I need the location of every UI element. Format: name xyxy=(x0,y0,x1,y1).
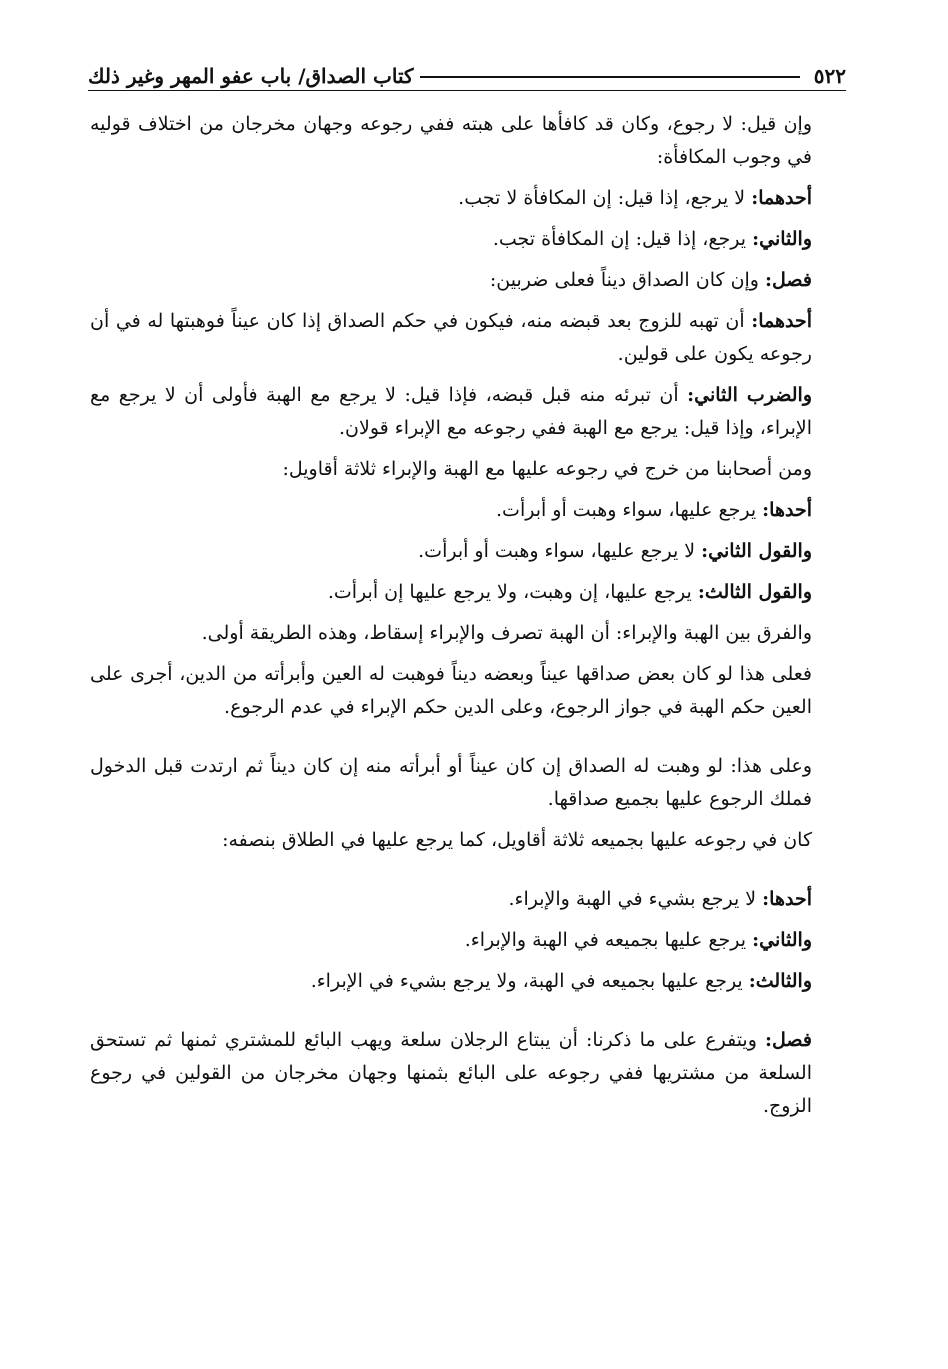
paragraph-6: والضرب الثاني: أن تبرئه منه قبل قبضه، فإذا قيل: لا يرجع مع الهبة فأولى أن لا يرجع مع الإبراء، وإذا قيل: يرجع مع الهبة ففي رجوعه مع الإبراء قولان. xyxy=(90,384,812,439)
paragraph-11: والفرق بين الهبة والإبراء: أن الهبة تصرف والإبراء إسقاط، وهذه الطريقة أولى. xyxy=(201,622,812,644)
paragraph-14: كان في رجوعه عليها بجميعه ثلاثة أقاويل، كما يرجع عليها في الطلاق بنصفه: xyxy=(222,829,812,851)
paragraph-4: فصل: وإن كان الصداق ديناً فعلى ضربين: xyxy=(489,269,812,291)
paragraph-12: فعلى هذا لو كان بعض صداقها عيناً وبعضه ديناً فوهبت له العين وأبرأته من الدين، أجرى على العين حكم الهبة في جواز الرجوع، وعلى الدين حكم الإبراء في عدم الرجوع. xyxy=(90,663,812,718)
page-header xyxy=(88,52,846,88)
paragraph-3: والثاني: يرجع، إذا قيل: إن المكافأة تجب. xyxy=(492,228,812,250)
paragraph-8: أحدها: يرجع عليها، سواء وهبت أو أبرأت. xyxy=(496,499,812,521)
paragraph-15: أحدها: لا يرجع بشيء في الهبة والإبراء. xyxy=(508,888,812,910)
header-underline xyxy=(88,90,846,91)
section-gap xyxy=(90,1006,840,1024)
running-title: كتاب الصداق/ باب عفو المهر وغير ذلك xyxy=(88,64,414,88)
paragraph-7: ومن أصحابنا من خرج في رجوعه عليها مع الهبة والإبراء ثلاثة أقاويل: xyxy=(282,458,812,480)
paragraph-1: وإن قيل: لا رجوع، وكان قد كافأها على هبته ففي رجوعه وجهان مخرجان من اختلاف قوليه في وجوب المكافأة: xyxy=(90,113,812,168)
paragraph-13: وعلى هذا: لو وهبت له الصداق إن كان عيناً أو أبرأته منه إن كان ديناً ثم ارتدت قبل الدخول فملك الرجوع عليها بجميع صداقها. xyxy=(90,755,812,810)
paragraph-2: أحدهما: لا يرجع، إذا قيل: إن المكافأة لا تجب. xyxy=(458,187,812,209)
page-number: ٥٢٢ xyxy=(813,64,846,88)
section-gap xyxy=(90,732,840,750)
paragraph-5: أحدهما: أن تهبه للزوج بعد قبضه منه، فيكون في حكم الصداق إذا كان عيناً فوهبتها له في أن رجوعه يكون على قولين. xyxy=(90,310,812,365)
page-body xyxy=(90,108,840,1131)
paragraph-16: والثاني: يرجع عليها بجميعه في الهبة والإبراء. xyxy=(464,929,812,951)
section-gap xyxy=(90,865,840,883)
header-rule xyxy=(420,76,800,78)
paragraph-18: فصل: ويتفرع على ما ذكرنا: أن يبتاع الرجلان سلعة ويهب البائع للمشتري ثمنها ثم تستحق السلعة من مشتريها ففي رجوعه على البائع بثمنها وجهان مخرجان من القولين في رجوع الزوج. xyxy=(90,1029,812,1117)
paragraph-17: والثالث: يرجع عليها بجميعه في الهبة، ولا يرجع بشيء في الإبراء. xyxy=(310,970,812,992)
paragraph-10: والقول الثالث: يرجع عليها، إن وهبت، ولا يرجع عليها إن أبرأت. xyxy=(327,581,812,603)
paragraph-9: والقول الثاني: لا يرجع عليها، سواء وهبت أو أبرأت. xyxy=(418,540,812,562)
